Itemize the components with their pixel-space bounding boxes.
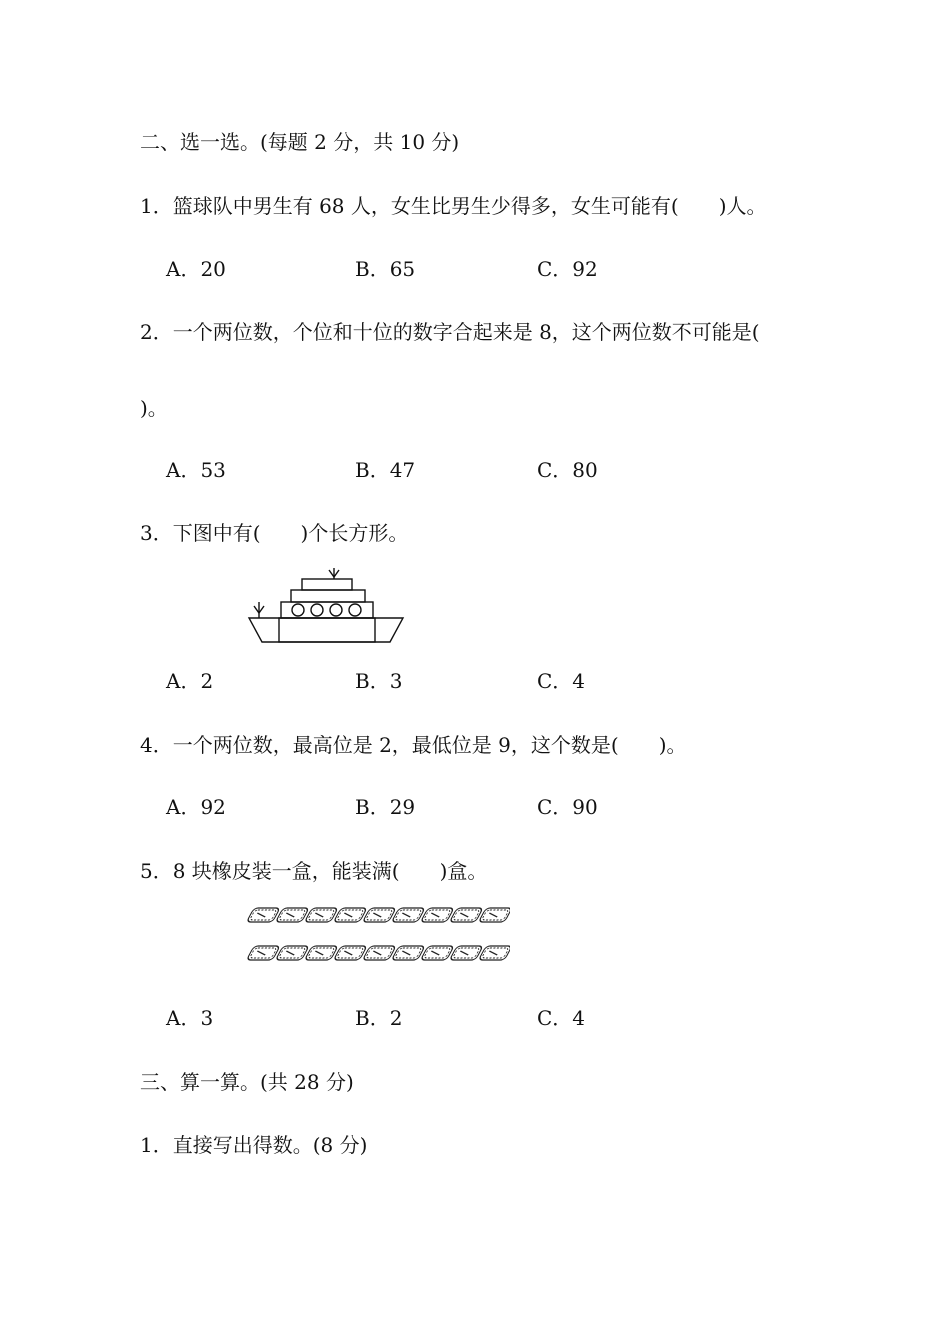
section2-heading: 二、选一选。(每题 2 分，共 10 分)	[140, 130, 460, 154]
erasers-figure-icon	[244, 904, 510, 978]
question-2: 2．一个两位数，个位和十位的数字合起来是 8，这个两位数不可能是(	[140, 320, 760, 344]
q5-option-b: B．2	[355, 1006, 403, 1030]
question-3: 3．下图中有( )个长方形。	[140, 521, 409, 545]
q2-option-a: A．53	[166, 458, 226, 482]
q2-option-b: B．47	[355, 458, 416, 482]
q1-option-a: A．20	[166, 257, 226, 281]
q3-option-b: B．3	[355, 669, 403, 693]
q5-option-a: A．3	[166, 1006, 214, 1030]
q4-option-c: C．90	[537, 795, 598, 819]
question-1: 1．篮球队中男生有 68 人，女生比男生少得多，女生可能有( )人。	[140, 194, 767, 218]
q1-option-b: B．65	[355, 257, 416, 281]
section3-heading: 三、算一算。(共 28 分)	[140, 1070, 354, 1094]
q3-option-a: A．2	[166, 669, 214, 693]
q5-option-c: C．4	[537, 1006, 586, 1030]
q2-option-c: C．80	[537, 458, 598, 482]
q1-option-c: C．92	[537, 257, 598, 281]
q4-option-b: B．29	[355, 795, 416, 819]
question-4: 4．一个两位数，最高位是 2，最低位是 9，这个数是( )。	[140, 733, 687, 757]
section3-subquestion-1: 1．直接写出得数。(8 分)	[140, 1133, 368, 1157]
q4-option-a: A．92	[166, 795, 226, 819]
q3-option-c: C．4	[537, 669, 586, 693]
question-5: 5．8 块橡皮装一盒，能装满( )盒。	[140, 859, 488, 883]
question-2-continuation: )。	[140, 396, 168, 420]
boat-figure-icon	[244, 566, 408, 646]
